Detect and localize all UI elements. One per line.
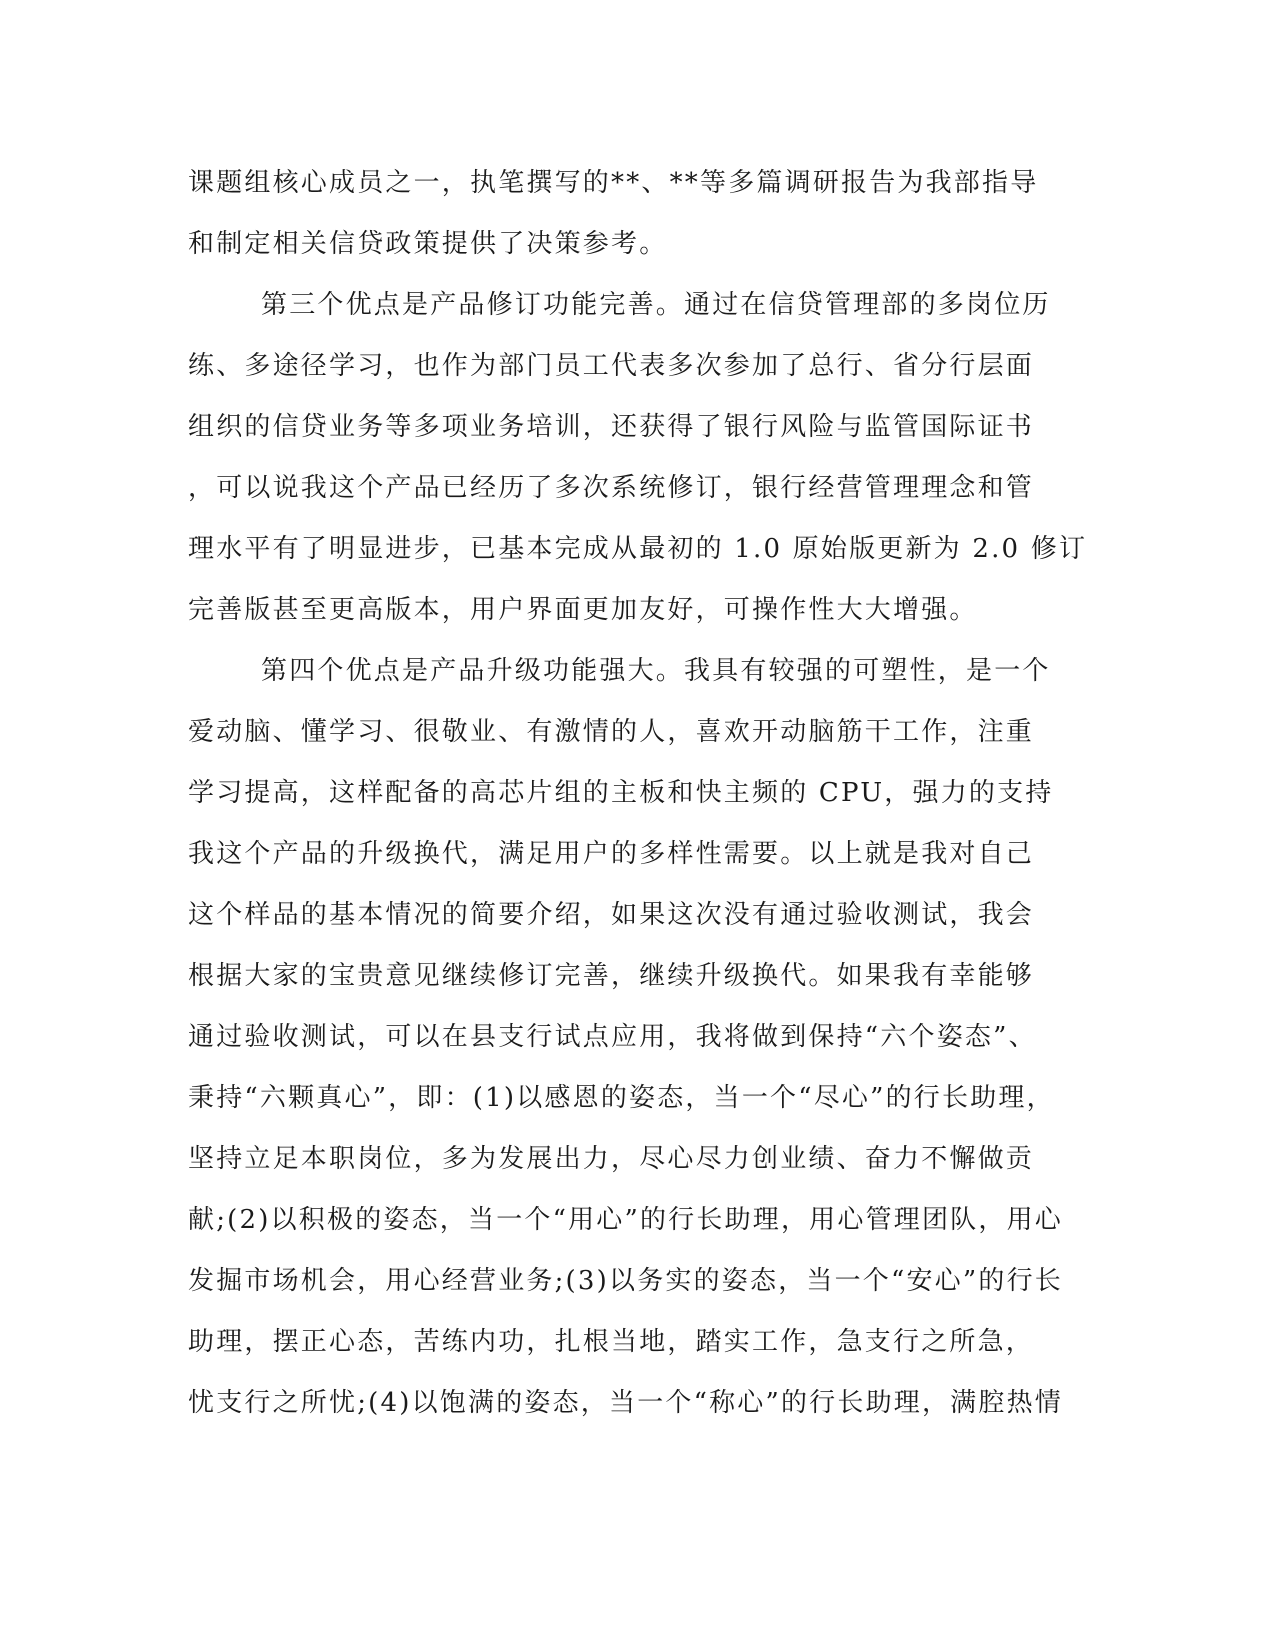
text-line: 坚持立足本职岗位，多为发展出力，尽心尽力创业绩、奋力不懈做贡: [188, 1144, 1035, 1174]
text-line: 根据大家的宝贵意见继续修订完善，继续升级换代。如果我有幸能够: [188, 961, 1035, 991]
body-text: [188, 165, 1088, 1446]
text-line: 完善版甚至更高版本，用户界面更加友好，可操作性大大增强。: [188, 595, 978, 625]
text-line: 通过验收测试，可以在县支行试点应用，我将做到保持“六个姿态”、: [188, 1022, 1037, 1052]
text-line: 练、多途径学习，也作为部门员工代表多次参加了总行、省分行层面: [188, 351, 1035, 381]
text-line: 助理，摆正心态，苦练内功，扎根当地，踏实工作，急支行之所急，: [188, 1327, 1035, 1357]
text-line: 发掘市场机会，用心经营业务;(3)以务实的姿态，当一个“安心”的行长: [188, 1266, 1063, 1296]
text-line: 爱动脑、懂学习、很敬业、有激情的人，喜欢开动脑筋干工作，注重: [188, 717, 1035, 747]
text-line: 课题组核心成员之一，执笔撰写的**、**等多篇调研报告为我部指导: [188, 168, 1039, 198]
text-line: 理水平有了明显进步，已基本完成从最初的 1.0 原始版更新为 2.0 修订: [188, 534, 1088, 564]
text-line: 献;(2)以积极的姿态，当一个“用心”的行长助理，用心管理团队，用心: [188, 1205, 1063, 1235]
text-line: ，可以说我这个产品已经历了多次系统修订，银行经营管理理念和管: [188, 473, 1035, 503]
text-line: 和制定相关信贷政策提供了决策参考。: [188, 229, 668, 259]
text-line: 我这个产品的升级换代，满足用户的多样性需要。以上就是我对自己: [188, 839, 1035, 869]
text-line: 学习提高，这样配备的高芯片组的主板和快主频的 CPU，强力的支持: [188, 778, 1054, 808]
text-line: 组织的信贷业务等多项业务培训，还获得了银行风险与监管国际证书: [188, 412, 1035, 442]
paragraph-start-line: 第三个优点是产品修订功能完善。通过在信贷管理部的多岗位历: [261, 290, 1051, 320]
text-line: 忧支行之所忧;(4)以饱满的姿态，当一个“称心”的行长助理，满腔热情: [188, 1388, 1063, 1418]
paragraph-start-line: 第四个优点是产品升级功能强大。我具有较强的可塑性，是一个: [261, 656, 1051, 686]
text-line: 这个样品的基本情况的简要介绍，如果这次没有通过验收测试，我会: [188, 900, 1035, 930]
text-line: 秉持“六颗真心”，即：(1)以感恩的姿态，当一个“尽心”的行长助理，: [188, 1083, 1055, 1113]
